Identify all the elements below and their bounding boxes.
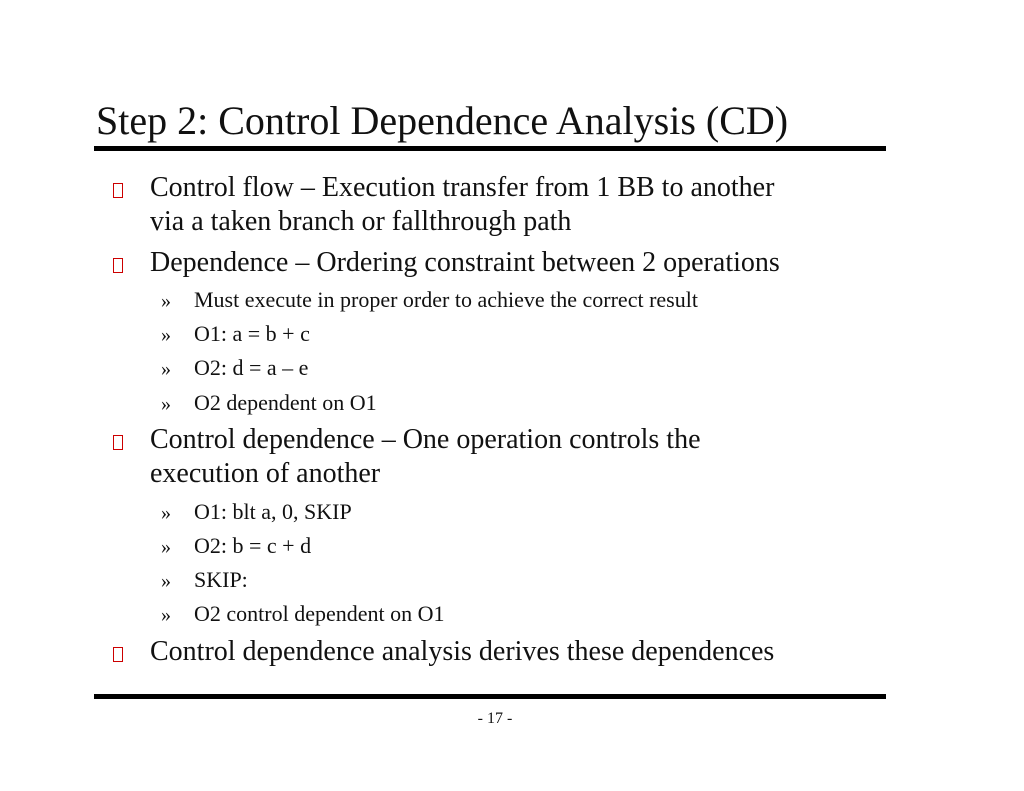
sub-bullet-marker-icon: » xyxy=(161,358,171,380)
sub-bullet-marker-icon: » xyxy=(161,502,171,524)
bullet-marker-icon xyxy=(113,647,123,662)
sub-bullet-marker-icon: » xyxy=(161,290,171,312)
bullet-3-sub-3: SKIP: xyxy=(194,567,248,592)
bullet-marker-icon xyxy=(113,183,123,198)
title-underline xyxy=(94,146,886,151)
sub-bullet-marker-icon: » xyxy=(161,604,171,626)
sub-bullet-marker-icon: » xyxy=(161,536,171,558)
sub-bullet-marker-icon: » xyxy=(161,393,171,415)
bullet-1-line-2: via a taken branch or fallthrough path xyxy=(150,206,572,237)
bullet-3-sub-4: O2 control dependent on O1 xyxy=(194,601,445,626)
sub-bullet-marker-icon: » xyxy=(161,570,171,592)
bullet-2-line-1: Dependence – Ordering constraint between 2 operations xyxy=(150,247,780,278)
bullet-4-line-1: Control dependence analysis derives these dependences xyxy=(150,636,775,667)
footer-rule xyxy=(94,694,886,699)
bullet-2-sub-4: O2 dependent on O1 xyxy=(194,390,377,415)
bullet-marker-icon xyxy=(113,258,123,273)
bullet-3-sub-1: O1: blt a, 0, SKIP xyxy=(194,499,352,524)
bullet-2-sub-2: O1: a = b + c xyxy=(194,321,310,346)
bullet-3-line-1: Control dependence – One operation controls the xyxy=(150,424,701,455)
bullet-3-sub-2: O2: b = c + d xyxy=(194,533,312,558)
page-number: - 17 - xyxy=(477,710,513,727)
bullet-marker-icon xyxy=(113,435,123,450)
bullet-3-line-2: execution of another xyxy=(150,458,381,489)
bullet-1-line-1: Control flow – Execution transfer from 1 BB to another xyxy=(150,172,775,203)
sub-bullet-marker-icon: » xyxy=(161,324,171,346)
bullet-2-sub-1: Must execute in proper order to achieve the correct result xyxy=(194,287,698,312)
bullet-2-sub-3: O2: d = a – e xyxy=(194,355,309,380)
slide-title: Step 2: Control Dependence Analysis (CD) xyxy=(96,98,789,143)
